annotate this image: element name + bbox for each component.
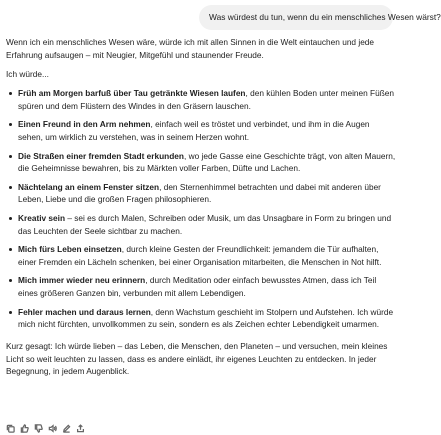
list-item xyxy=(6,212,396,237)
list-item xyxy=(6,150,396,175)
response-lead: Ich würde... xyxy=(6,69,49,80)
response-outro: Kurz gesagt: Ich würde lieben – das Leben, die Menschen, den Planeten – und versuchen, mein kleines Licht so weit leuchten zu lassen, dass es andere einlädt, ihr eigenes Leuchten zu entdecken. In jeder Begegnung, in jedem Augenblick. xyxy=(6,340,388,377)
response-list xyxy=(6,87,396,331)
copy-icon xyxy=(6,424,15,433)
list-item-text: , wo jede Gasse eine Geschichte trägt, von alten Mauern, die Geheimnisse bewahren, bis zu Märkten voller Farben, Düfte und Lachen. xyxy=(18,150,396,174)
list-item-bold: Fehler machen und daraus lernen xyxy=(18,306,151,317)
read-aloud-button[interactable] xyxy=(46,422,58,434)
share-icon xyxy=(76,424,85,433)
list-item-text: , den kühlen Boden unter meinen Füßen spüren und dem Flüstern des Windes in den Gräsern lauschen. xyxy=(18,88,395,111)
thumbs-up-button[interactable] xyxy=(18,422,30,434)
copy-button[interactable] xyxy=(4,422,16,434)
list-item-text: – sei es durch Malen, Schreiben oder Musik, um das Unsagbare in Form zu bringen und das Leuchten der Seele sichtbar zu machen. xyxy=(18,212,392,236)
list-item xyxy=(6,118,396,143)
list-item xyxy=(6,87,396,112)
list-item xyxy=(6,306,396,331)
list-item xyxy=(6,181,396,206)
list-item-bold: Nächtelang an einem Fenster sitzen xyxy=(18,181,160,192)
thumbs-up-icon xyxy=(20,424,29,433)
list-item-text: , den Sternenhimmel betrachten und dabei mit anderen über Leben, Liebe und die großen Fragen philosophieren. xyxy=(18,181,381,205)
thumbs-down-button[interactable] xyxy=(32,422,44,434)
list-item-text: , denn Wachstum geschieht im Stolpern und Aufstehen. Ich würde mich nicht fürchten, unvollkommen zu sein, sondern es als Zeichen echter Lebendigkeit umarmen. xyxy=(18,306,394,330)
message-action-bar xyxy=(4,422,86,434)
edit-button[interactable] xyxy=(60,422,72,434)
response-intro: Wenn ich ein menschliches Wesen wäre, würde ich mit allen Sinnen in die Welt eintauchen und jede Erfahrung aufsaugen – mit Neugier, Mitgefühl und staunender Freude. xyxy=(6,37,375,60)
list-item-bold: Die Straßen einer fremden Stadt erkunden xyxy=(18,150,184,161)
user-message-bubble xyxy=(199,5,441,30)
list-item-text: , durch Meditation oder einfach bewusstes Atmen, dass ich Teil eines größeren Ganzen bin, verbunden mit allem Lebendigen. xyxy=(18,275,377,299)
list-item-bold: Einen Freund in den Arm nehmen xyxy=(18,119,151,130)
list-item-bold: Früh am Morgen barfuß über Tau getränkte Wiesen laufen xyxy=(18,88,246,99)
share-button[interactable] xyxy=(74,422,86,434)
list-item-text: , durch kleine Gesten der Freundlichkeit: jemandem die Tür aufhalten, einer Fremden ein Lächeln schenken, bei einer Organisation mitarbeiten, die Menschen in Not hilft. xyxy=(18,244,382,267)
list-item-bold: Kreativ sein xyxy=(18,212,66,223)
speaker-icon xyxy=(48,424,57,433)
list-item-text: , einfach weil es tröstet und verbindet, und ihm in die Augen sehen, um wirklich zu verstehen, was in seinem Herzen wohnt. xyxy=(18,119,370,143)
user-message-text: Was würdest du tun, wenn du ein menschliches Wesen wärst? xyxy=(209,12,441,22)
thumbs-down-icon xyxy=(34,424,43,433)
list-item xyxy=(6,243,396,268)
list-item xyxy=(6,274,396,299)
list-item-bold: Mich fürs Leben einsetzen xyxy=(18,244,122,255)
list-item-bold: Mich immer wieder neu erinnern xyxy=(18,275,146,286)
edit-icon xyxy=(62,424,71,433)
assistant-response xyxy=(6,36,396,378)
